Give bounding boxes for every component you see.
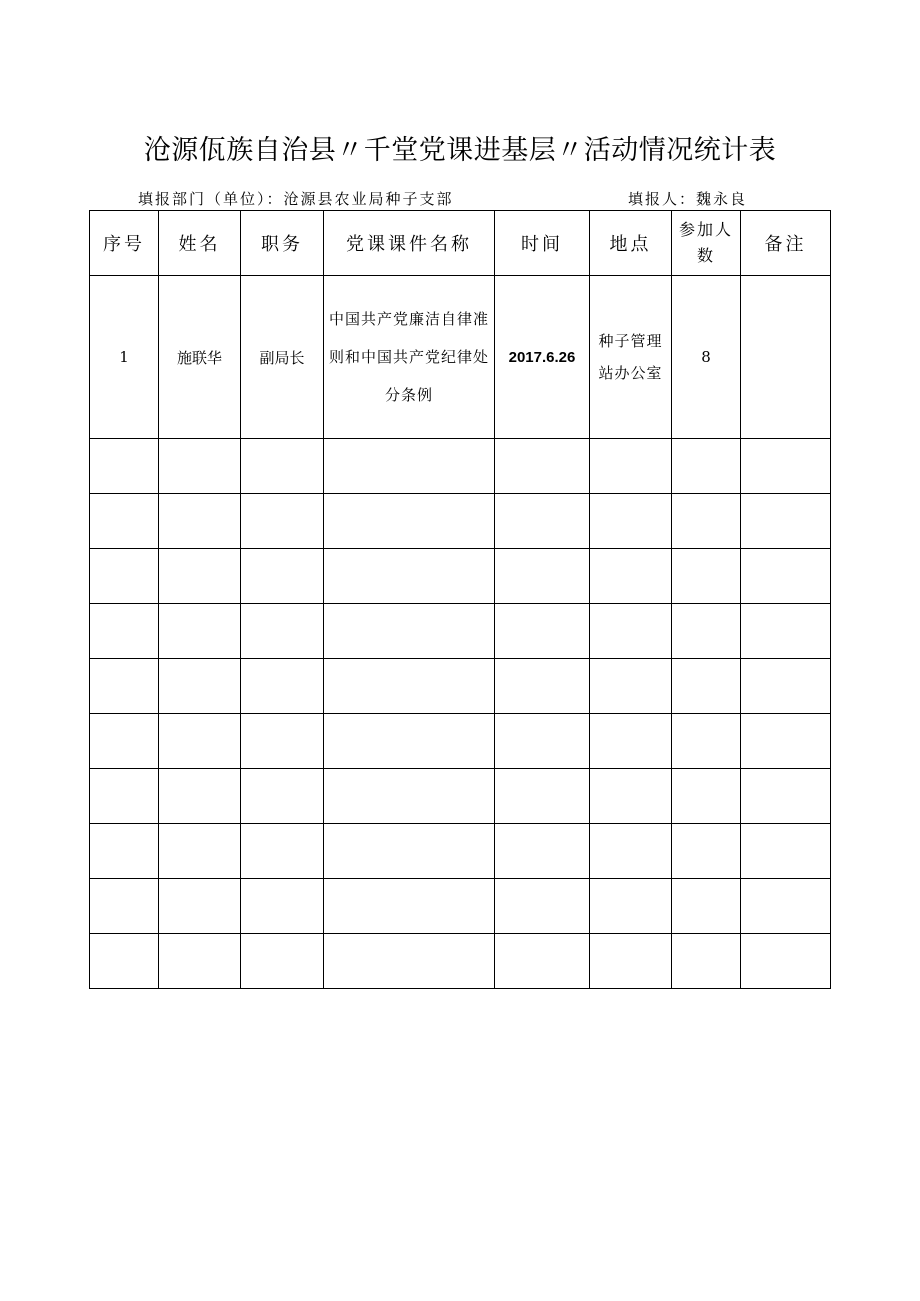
empty-cell <box>241 549 324 604</box>
empty-cell <box>90 439 159 494</box>
empty-cell <box>90 659 159 714</box>
empty-cell <box>672 659 741 714</box>
empty-cell <box>241 824 324 879</box>
filer: 填报人：魏永良 <box>628 190 748 208</box>
empty-cell <box>159 769 241 824</box>
empty-cell <box>741 879 831 934</box>
empty-cell <box>495 604 590 659</box>
empty-cell <box>159 879 241 934</box>
empty-cell <box>672 714 741 769</box>
empty-cell <box>324 769 495 824</box>
header-date: 时间 <box>495 211 590 276</box>
empty-cell <box>590 769 672 824</box>
empty-cell <box>159 714 241 769</box>
empty-cell <box>324 824 495 879</box>
empty-cell <box>159 439 241 494</box>
empty-cell <box>159 659 241 714</box>
empty-cell <box>495 714 590 769</box>
header-name: 姓名 <box>159 211 241 276</box>
empty-cell <box>324 604 495 659</box>
empty-cell <box>672 604 741 659</box>
empty-cell <box>495 494 590 549</box>
empty-cell <box>90 604 159 659</box>
cell-attendees: 8 <box>672 276 741 439</box>
cell-index: 1 <box>90 276 159 439</box>
empty-cell <box>590 494 672 549</box>
page-title: 沧源佤族自治县〃千堂党课进基层〃活动情况统计表 <box>143 135 777 166</box>
empty-cell <box>741 714 831 769</box>
empty-cell <box>324 549 495 604</box>
empty-cell <box>241 769 324 824</box>
empty-cell <box>324 494 495 549</box>
empty-cell <box>672 549 741 604</box>
header-location: 地点 <box>590 211 672 276</box>
header-course: 党课课件名称 <box>324 211 495 276</box>
empty-cell <box>672 824 741 879</box>
empty-cell <box>495 769 590 824</box>
empty-cell <box>495 659 590 714</box>
empty-cell <box>672 879 741 934</box>
empty-cell <box>90 879 159 934</box>
empty-cell <box>324 659 495 714</box>
empty-cell <box>672 769 741 824</box>
header-attendees: 参加人数 <box>672 211 741 276</box>
empty-cell <box>90 824 159 879</box>
empty-cell <box>159 494 241 549</box>
empty-cell <box>741 439 831 494</box>
empty-cell <box>241 934 324 989</box>
empty-cell <box>495 824 590 879</box>
cell-location: 种子管理站办公室 <box>590 276 672 439</box>
empty-cell <box>495 879 590 934</box>
empty-cell <box>741 659 831 714</box>
table-row-empty <box>90 439 831 494</box>
empty-cell <box>741 769 831 824</box>
header-position: 职务 <box>241 211 324 276</box>
table-row-empty <box>90 879 831 934</box>
table-header-row <box>90 211 831 276</box>
table-row-empty <box>90 934 831 989</box>
empty-cell <box>324 714 495 769</box>
empty-cell <box>241 714 324 769</box>
empty-cell <box>741 934 831 989</box>
empty-cell <box>741 549 831 604</box>
empty-cell <box>495 549 590 604</box>
filing-unit: 填报部门（单位）：沧源县农业局种子支部 <box>138 190 454 208</box>
empty-cell <box>672 494 741 549</box>
cell-remarks <box>741 276 831 439</box>
empty-cell <box>741 604 831 659</box>
cell-name: 施联华 <box>159 276 241 439</box>
cell-date: 2017.6.26 <box>495 276 590 439</box>
header-remarks: 备注 <box>741 211 831 276</box>
empty-cell <box>159 824 241 879</box>
empty-cell <box>159 549 241 604</box>
empty-cell <box>590 659 672 714</box>
empty-cell <box>324 879 495 934</box>
empty-cell <box>241 879 324 934</box>
table-row-empty <box>90 494 831 549</box>
empty-cell <box>324 934 495 989</box>
empty-cell <box>90 769 159 824</box>
empty-cell <box>159 934 241 989</box>
cell-course: 中国共产党廉洁自律准则和中国共产党纪律处分条例 <box>324 276 495 439</box>
empty-cell <box>590 714 672 769</box>
table-row-empty <box>90 549 831 604</box>
table-row-empty <box>90 824 831 879</box>
empty-cell <box>590 604 672 659</box>
empty-cell <box>590 879 672 934</box>
empty-cell <box>241 604 324 659</box>
empty-cell <box>672 439 741 494</box>
table-row-empty <box>90 659 831 714</box>
empty-cell <box>90 934 159 989</box>
empty-cell <box>741 824 831 879</box>
empty-cell <box>241 659 324 714</box>
header-index: 序号 <box>90 211 159 276</box>
cell-position: 副局长 <box>241 276 324 439</box>
table-row-empty <box>90 714 831 769</box>
empty-cell <box>90 549 159 604</box>
table-row-empty <box>90 769 831 824</box>
empty-cell <box>672 934 741 989</box>
empty-cell <box>90 714 159 769</box>
empty-cell <box>495 439 590 494</box>
empty-cell <box>495 934 590 989</box>
empty-cell <box>590 824 672 879</box>
empty-cell <box>241 439 324 494</box>
empty-cell <box>159 604 241 659</box>
empty-cell <box>590 439 672 494</box>
empty-cell <box>590 934 672 989</box>
empty-cell <box>241 494 324 549</box>
table-row <box>90 276 831 439</box>
empty-cell <box>324 439 495 494</box>
empty-cell <box>741 494 831 549</box>
statistics-table <box>89 210 831 989</box>
empty-cell <box>90 494 159 549</box>
table-row-empty <box>90 604 831 659</box>
empty-cell <box>590 549 672 604</box>
